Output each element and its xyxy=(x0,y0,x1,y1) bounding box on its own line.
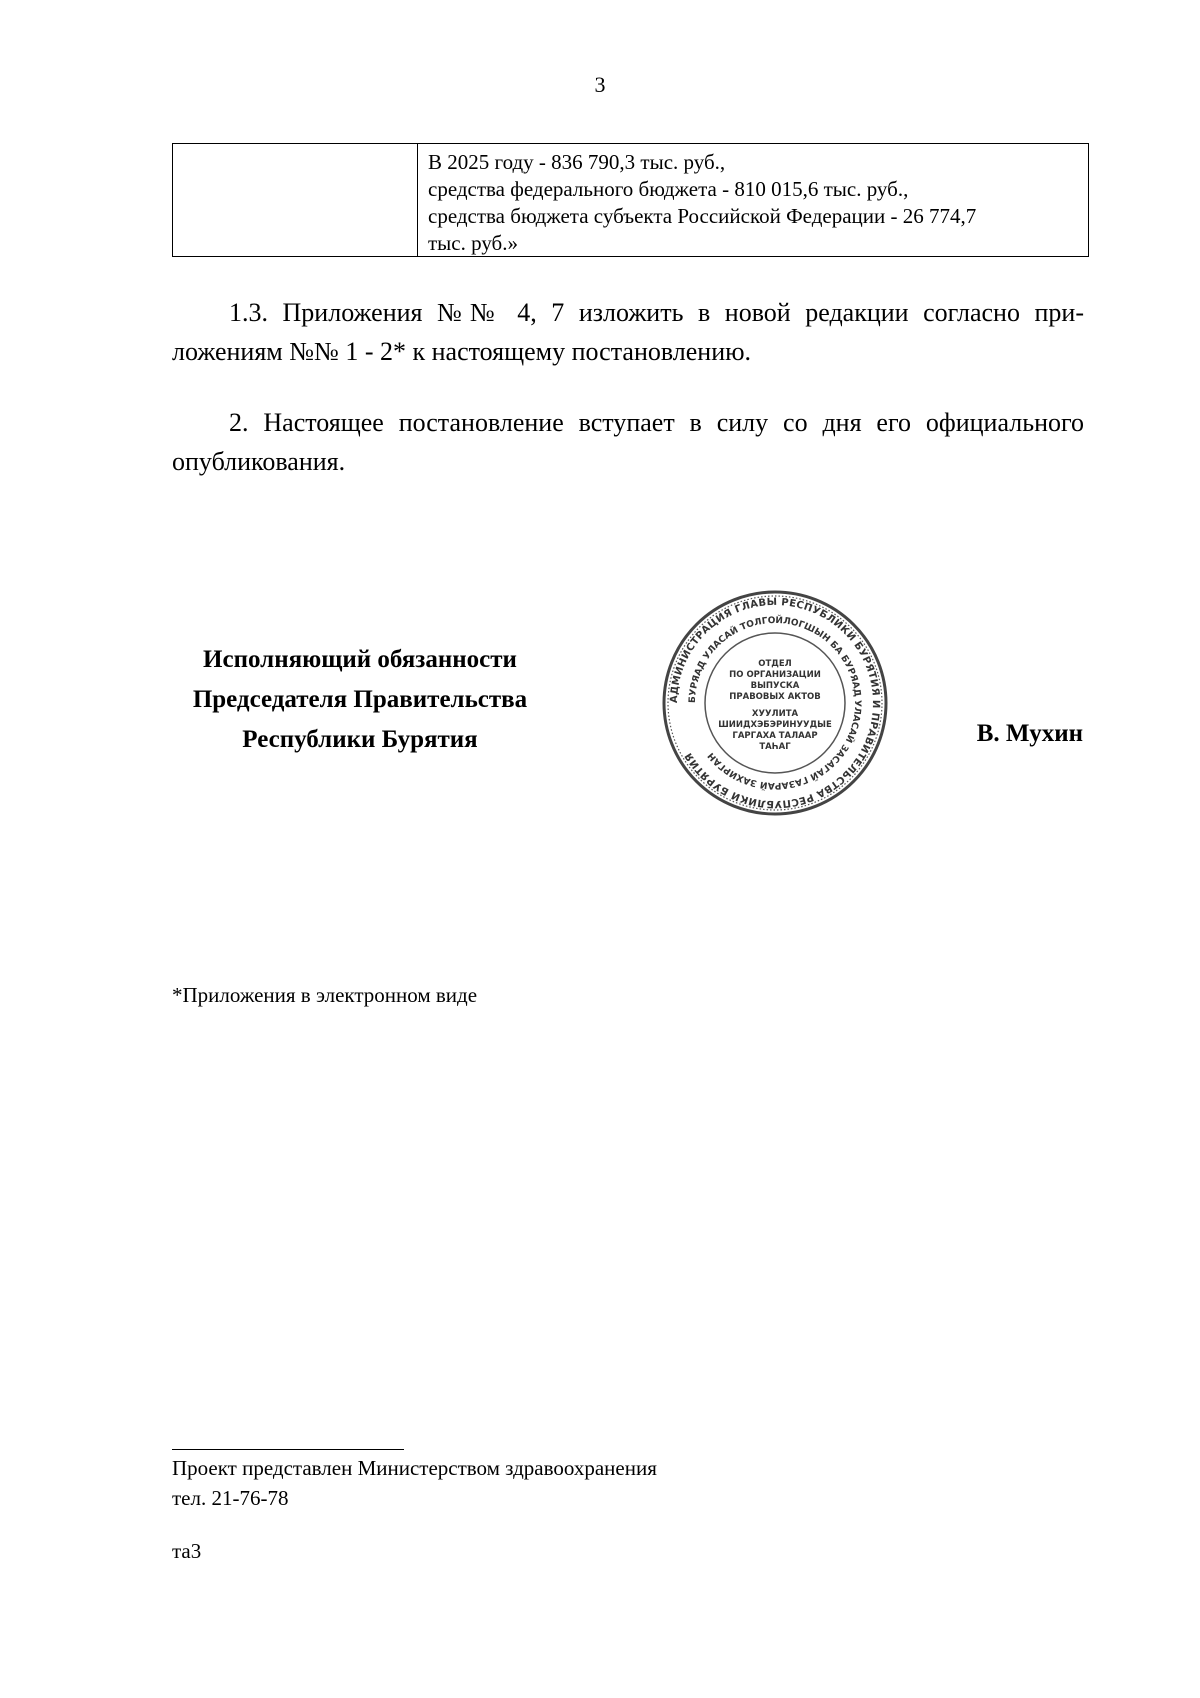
svg-text:БУРЯАД УЛАСАЙ ТОЛГОЙЛОГШЫН БА xyxy=(688,614,862,792)
table-line: тыс. руб.» xyxy=(428,231,518,255)
signer-name: В. Мухин xyxy=(976,720,1083,747)
seal-inner-ring xyxy=(705,633,845,773)
table-line: В 2025 году - 836 790,3 тыс. руб., xyxy=(428,150,726,174)
paragraph-1-3 xyxy=(172,293,1084,371)
seal-outer-text: АДМИНИСТРАЦИЯ ГЛАВЫ РЕСПУБЛИКИ БУРЯТИЯ И ПРАВИТЕЛЬСТВА РЕСПУБЛИКИ БУРЯТИЯ xyxy=(668,596,882,810)
seal-center-line: ШИИДХЭБЭРИНУУДЫЕ xyxy=(718,720,832,730)
seal-center-line: ОТДЕЛ xyxy=(758,659,792,669)
seal-center-line: ГАРГАХА ТАЛААР xyxy=(732,731,818,741)
paragraph-line: опубликования. xyxy=(172,447,346,476)
page-number: 3 xyxy=(594,72,606,97)
footnote: *Приложения в электронном виде xyxy=(172,983,478,1007)
paragraph-line: 2. Настоящее постановление вступает в силу со дня его официального xyxy=(229,408,1084,437)
svg-text:АДМИНИСТРАЦИЯ ГЛАВЫ РЕСПУБЛИКИ xyxy=(669,597,881,809)
table-cell-empty xyxy=(173,144,418,256)
table-line: средства федерального бюджета - 810 015,6 тыс. руб., xyxy=(428,177,909,201)
footer-phone: тел. 21-76-78 xyxy=(172,1486,289,1510)
paragraph-line: 1.3. Приложения №№ 4, 7 изложить в новой редакции согласно при- xyxy=(229,298,1084,327)
seal-inner-text: БУРЯАД УЛАСАЙ ТОЛГОЙЛОГШЫН БА БУРЯАД УЛАСАЙ ЗАСАГАЙ ГАЗАРАЙ ЗАХИРГАН xyxy=(687,615,863,791)
seal-center-line: ХУУЛИТА xyxy=(751,709,799,719)
footer-project-note: Проект представлен Министерством здравоохранения xyxy=(172,1456,657,1480)
paragraph-2 xyxy=(172,403,1084,481)
signatory-title-line: Исполняющий обязанности xyxy=(203,646,517,673)
funding-table xyxy=(172,143,1089,257)
seal-center-line: ВЫПУСКА xyxy=(750,681,800,691)
seal-center-line: ПО ОРГАНИЗАЦИИ xyxy=(729,670,821,680)
signatory-title-line: Председателя Правительства xyxy=(192,686,528,713)
paragraph-line: ложениям №№ 1 - 2* к настоящему постановлению. xyxy=(172,337,752,366)
official-seal xyxy=(660,588,890,818)
footer-code: та3 xyxy=(172,1539,202,1563)
seal-center-line: ТАҺАГ xyxy=(759,742,791,752)
seal-center-line: ПРАВОВЫХ АКТОВ xyxy=(729,692,821,702)
table-cell-funding xyxy=(418,144,1088,256)
signatory-title-line: Республики Бурятия xyxy=(242,726,478,753)
signatory-title xyxy=(160,640,560,760)
table-line: средства бюджета субъекта Российской Федерации - 26 774,7 xyxy=(428,204,977,228)
footer-divider xyxy=(172,1449,404,1450)
